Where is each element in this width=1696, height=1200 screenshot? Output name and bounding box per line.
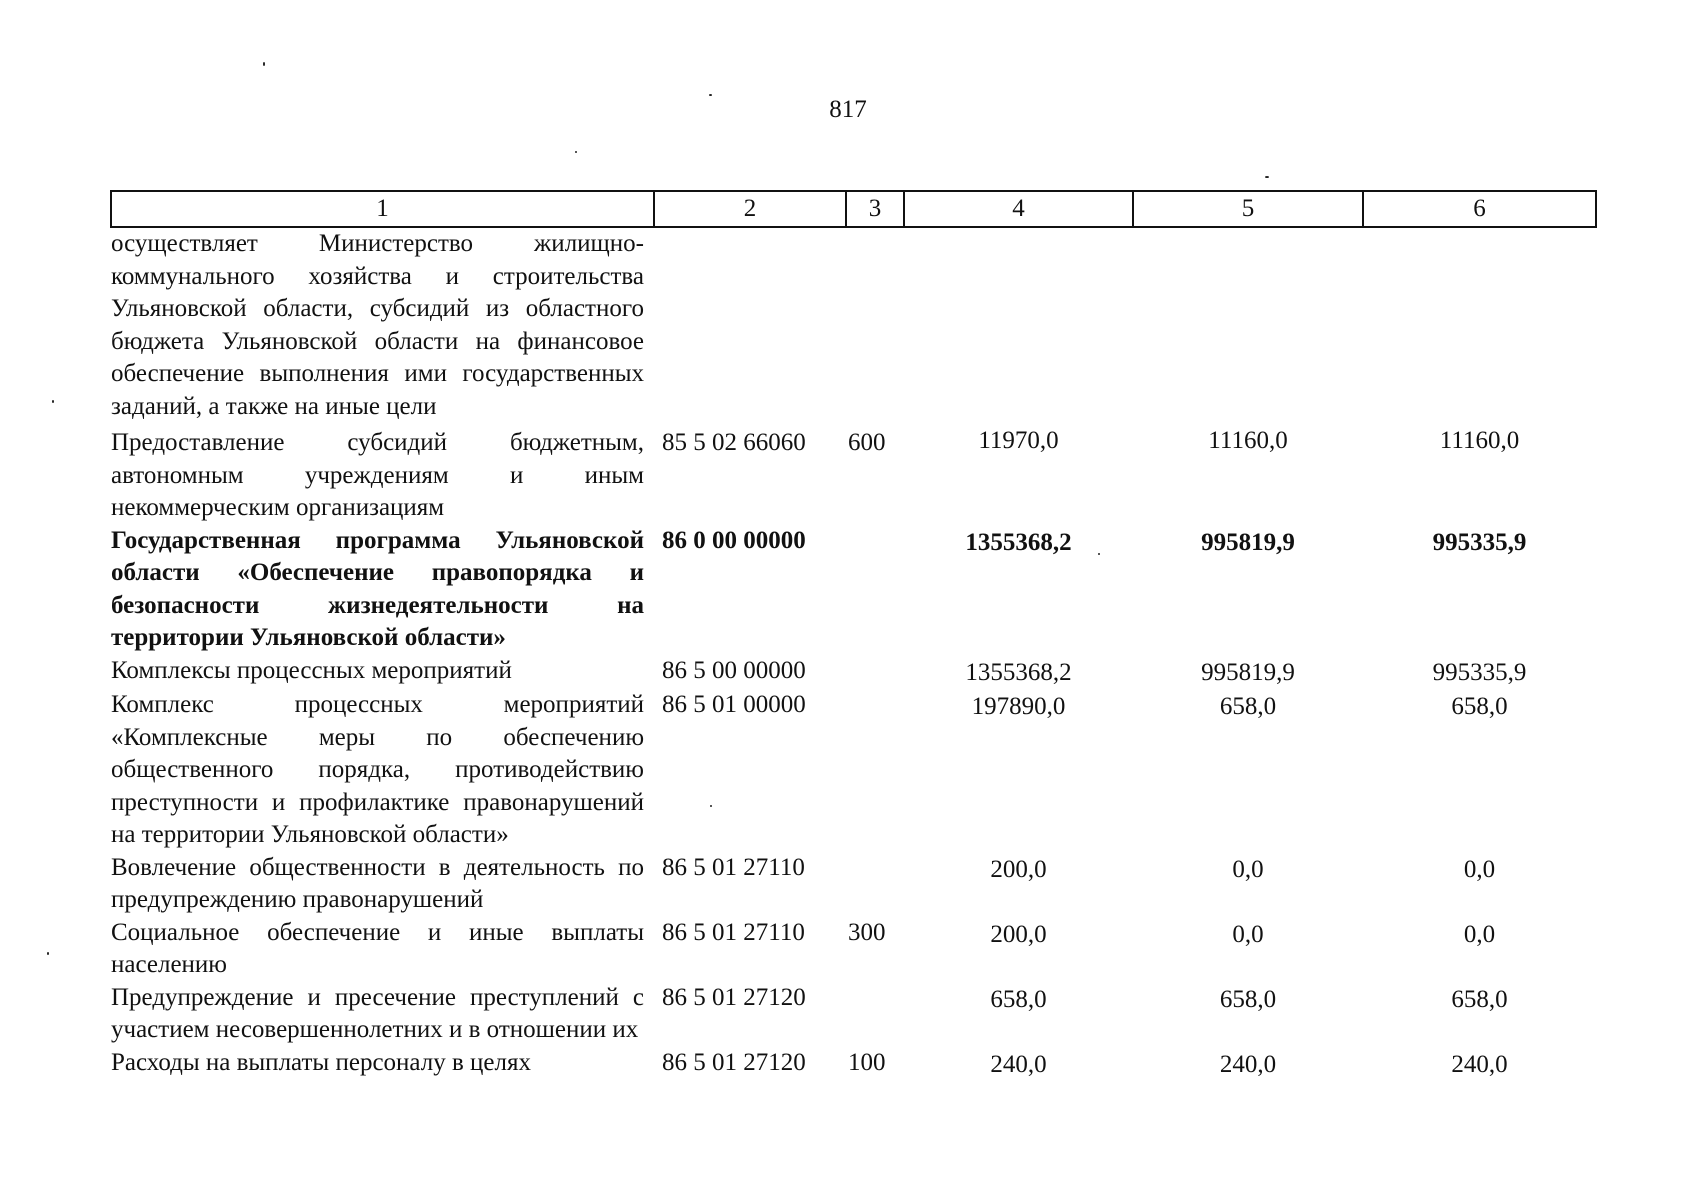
row-type-cell: [846, 655, 904, 690]
budget-table-container: [110, 190, 1595, 1081]
scan-speck: [709, 94, 712, 96]
page-number: 817: [829, 96, 867, 123]
row-name-cell: Государственная программа Ульяновской области «Обеспечение правопорядка и безопасности жизнедеятельности на территории Ульяновской области»: [111, 526, 644, 651]
row-name-cell: Предоставление субсидий бюджетным, автономным учреждениям и иным некоммерческим организациям: [111, 429, 644, 521]
table-row: [111, 917, 1596, 982]
row-code-cell: 86 0 00 00000: [662, 526, 806, 554]
row-value-6-cell: 0,0: [1463, 855, 1496, 883]
budget-table: [110, 190, 1597, 1081]
row-value-4-cell: 197890,0: [971, 693, 1066, 720]
row-value-5-cell: 658,0: [1219, 693, 1277, 720]
table-row: [111, 689, 1596, 852]
scan-speck: [575, 151, 577, 153]
row-name-cell: Социальное обеспечение и иные выплаты населению: [111, 918, 644, 978]
column-header: 3: [846, 191, 904, 227]
row-code-cell: 86 5 01 27120: [662, 983, 806, 1011]
row-value-5-cell: 995819,9: [1201, 658, 1295, 686]
table-row: [111, 227, 1596, 423]
row-name-cell: Вовлечение общественности в деятельность по предупреждению правонарушений: [111, 853, 644, 913]
row-value-5-cell: 995819,9: [1201, 528, 1295, 556]
row-type-cell: 100: [848, 1048, 886, 1076]
row-value-6-cell: 658,0: [1451, 985, 1508, 1013]
row-code-cell: 85 5 02 66060: [662, 429, 806, 456]
row-value-4-cell: [904, 227, 1133, 423]
row-name-cell: Комплекс процессных мероприятий «Комплексные меры по обеспечению общественного порядка, противодействию преступности и профилактике правонарушений на территории Ульяновской области»: [111, 691, 644, 848]
row-name-cell: осуществляет Министерство жилищно-коммунального хозяйства и строительства Ульяновской области, субсидий из областного бюджета Ульяновской области на финансовое обеспечение выполнения ими государственных заданий, а также на иные цели: [111, 230, 644, 420]
row-name-cell: Комплексы процессных мероприятий: [111, 656, 512, 684]
row-value-6-cell: 658,0: [1451, 693, 1508, 720]
row-value-6-cell: 0,0: [1463, 920, 1496, 948]
row-value-4-cell: 240,0: [990, 1050, 1047, 1078]
row-value-4-cell: 1355368,2: [965, 658, 1072, 686]
row-name-cell: Расходы на выплаты персоналу в целях: [111, 1048, 531, 1076]
row-code-cell: [654, 227, 846, 423]
row-value-6-cell: 995335,9: [1432, 658, 1527, 686]
row-code-cell: 86 5 01 00000: [662, 691, 806, 718]
row-value-4-cell: 11970,0: [978, 427, 1059, 454]
row-value-6-cell: [1363, 227, 1596, 423]
table-row: [111, 655, 1596, 690]
table-header-row: [111, 191, 1596, 227]
row-type-cell: 300: [848, 918, 886, 946]
row-value-6-cell: 240,0: [1451, 1050, 1508, 1078]
table-row: [111, 1047, 1596, 1082]
row-code-cell: 86 5 01 27120: [662, 1048, 806, 1076]
row-value-5-cell: 0,0: [1232, 920, 1264, 948]
scan-speck: [1265, 176, 1269, 178]
row-type-cell: [846, 689, 904, 852]
row-code-cell: 86 5 01 27110: [662, 918, 805, 946]
row-type-cell: 600: [848, 429, 886, 456]
table-row: [111, 982, 1596, 1047]
row-type-cell: [846, 525, 904, 655]
row-value-6-cell: 995335,9: [1432, 528, 1527, 556]
row-value-5-cell: 0,0: [1232, 855, 1264, 883]
table-row: [111, 423, 1596, 525]
row-type-cell: [846, 982, 904, 1047]
column-header: 1: [111, 191, 654, 227]
row-value-5-cell: 11160,0: [1208, 427, 1288, 454]
row-value-4-cell: 200,0: [990, 855, 1047, 883]
row-code-cell: 86 5 00 00000: [662, 656, 806, 684]
column-header: 4: [904, 191, 1133, 227]
column-header: 5: [1133, 191, 1363, 227]
row-value-5-cell: 240,0: [1219, 1050, 1277, 1078]
column-header: 2: [654, 191, 846, 227]
row-value-5-cell: [1133, 227, 1363, 423]
row-type-cell: [846, 852, 904, 917]
table-row: [111, 852, 1596, 917]
column-header: 6: [1363, 191, 1596, 227]
row-value-5-cell: 658,0: [1219, 985, 1277, 1013]
row-code-cell: 86 5 01 27110: [662, 853, 805, 881]
row-type-cell: [846, 227, 904, 423]
row-name-cell: Предупреждение и пресечение преступлений с участием несовершеннолетних и в отношении их: [111, 983, 644, 1043]
scan-speck: [47, 952, 49, 955]
row-value-6-cell: 11160,0: [1439, 427, 1520, 454]
row-value-4-cell: 658,0: [990, 985, 1047, 1013]
scan-speck: [52, 400, 54, 403]
scan-speck: [263, 62, 265, 66]
row-value-4-cell: 1355368,2: [965, 528, 1072, 556]
table-row: [111, 525, 1596, 655]
row-value-4-cell: 200,0: [990, 920, 1047, 948]
